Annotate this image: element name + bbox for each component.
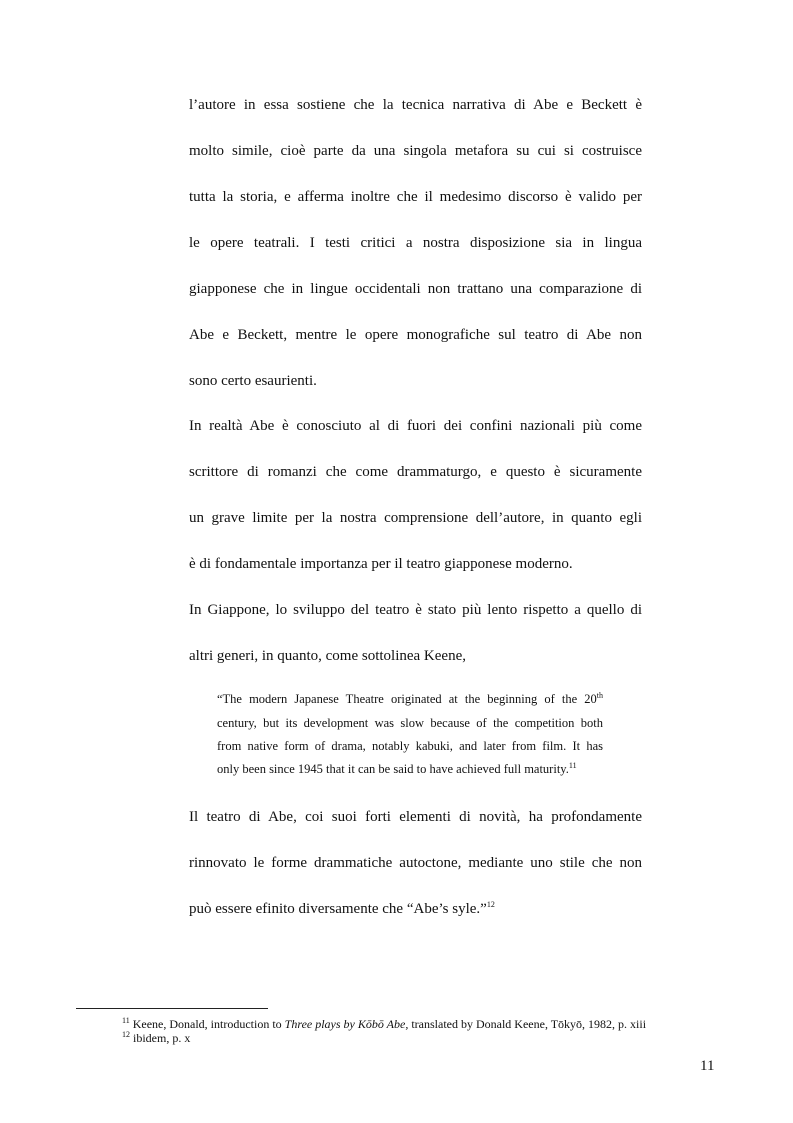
body-line: scrittore di romanzi che come drammaturgo, e questo è sicuramente [189, 464, 642, 480]
body-line: è di fondamentale importanza per il teatro giapponese moderno. [189, 556, 573, 572]
body-line: le opere teatrali. I testi critici a nostra disposizione sia in lingua [189, 235, 642, 251]
body-line: sono certo esaurienti. [189, 373, 317, 389]
block-quote-line: only been since 1945 that it can be said to have achieved full maturity.$^{11}$ [217, 760, 577, 776]
footnote-11: $^{11}$ Keene, Donald, introduction to Three plays by Kōbō Abe, translated by Donald Keene, Tōkyō, 1982, p. xiii [122, 1016, 647, 1031]
body-line: molto simile, cioè parte da una singola metafora su cui si costruisce [189, 143, 642, 159]
body-line: Abe e Beckett, mentre le opere monografiche sul teatro di Abe non [189, 327, 642, 343]
superscript: th [596, 690, 603, 700]
footnote-separator [76, 1008, 268, 1009]
block-quote-line: from native form of drama, notably kabuki, and later from film. It has [217, 739, 603, 753]
body-line: rinnovato le forme drammatiche autoctone, mediante uno stile che non [189, 855, 642, 871]
page-number: 11 [700, 1058, 715, 1074]
body-line: l’autore in essa sostiene che la tecnica narrativa di Abe e Beckett è [189, 97, 642, 113]
footnote-ref-11[interactable]: 11 [568, 760, 577, 770]
block-quote-line: century, but its development was slow because of the competition both [217, 716, 603, 730]
body-line: altri generi, in quanto, come sottolinea Keene, [189, 648, 466, 664]
footnote-12: $^{12}$ ibidem, p. x [122, 1030, 191, 1045]
body-line: può essere efinito diversamente che “Abe’s syle.”$^{12}$ [189, 900, 495, 917]
body-line: In Giappone, lo sviluppo del teatro è stato più lento rispetto a quello di [189, 602, 642, 618]
footnote-ref-12[interactable]: 12 [486, 900, 495, 909]
body-line: un grave limite per la nostra comprensione dell’autore, in quanto egli [189, 510, 642, 526]
body-line: Il teatro di Abe, coi suoi forti elementi di novità, ha profondamente [189, 809, 642, 825]
body-line: In realtà Abe è conosciuto al di fuori dei confini nazionali più come [189, 418, 642, 434]
body-line: giapponese che in lingue occidentali non trattano una comparazione di [189, 281, 642, 297]
block-quote-line: “The modern Japanese Theatre originated at the beginning of the 20th [217, 690, 603, 706]
body-line: tutta la storia, e afferma inoltre che il medesimo discorso è valido per [189, 189, 642, 205]
